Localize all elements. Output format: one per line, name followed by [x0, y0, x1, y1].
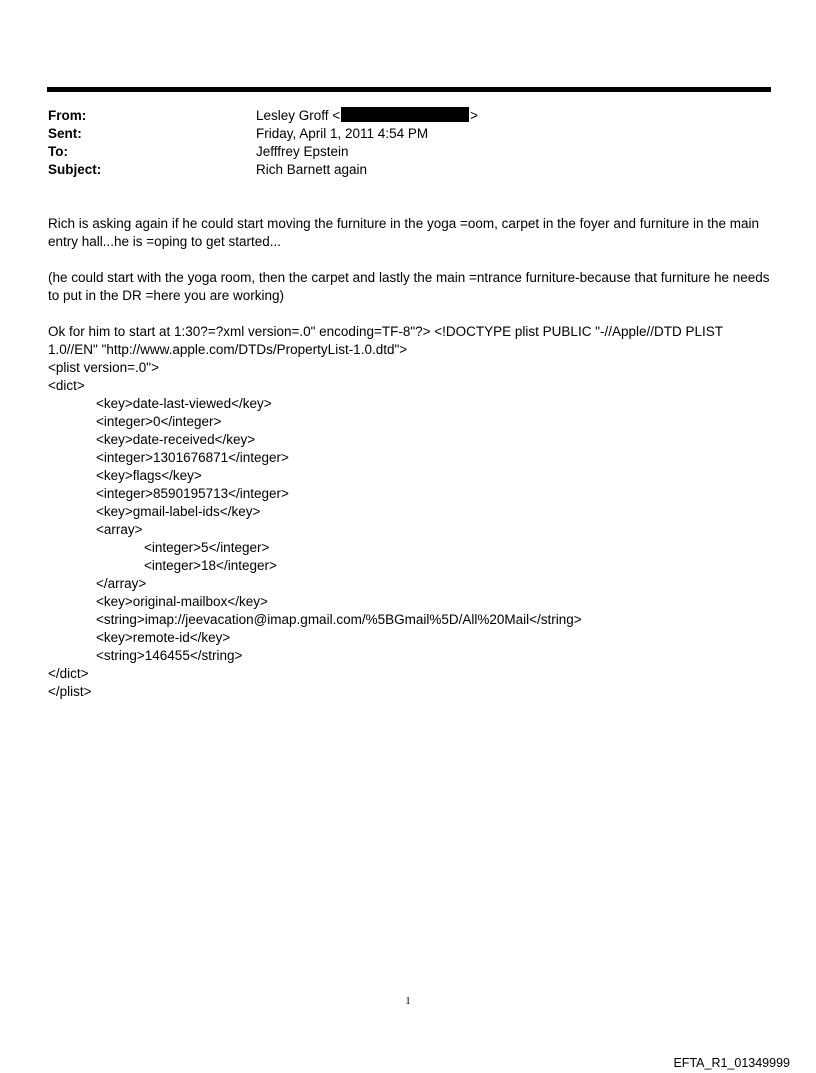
from-email-close: > — [470, 108, 479, 123]
redaction-bar — [341, 107, 469, 122]
body-paragraph-2: (he could start with the yoga room, then the carpet and lastly the main =ntrance furniture-because that furniture he needs to put in the DR =here you are working) — [48, 270, 770, 303]
document-id: EFTA_R1_01349999 — [673, 1056, 790, 1070]
subject-label: Subject: — [48, 162, 102, 177]
plist-line: </dict> — [48, 666, 89, 681]
plist-line: <integer>5</integer> — [144, 540, 270, 555]
email-header — [48, 107, 768, 179]
plist-line: <key>remote-id</key> — [96, 630, 231, 645]
plist-line: <integer>0</integer> — [96, 414, 222, 429]
plist-line: <dict> — [48, 378, 85, 393]
plist-line: <plist version=.0"> — [48, 360, 159, 375]
plist-line: <string>146455</string> — [96, 648, 243, 663]
plist-line: <integer>8590195713</integer> — [96, 486, 289, 501]
top-rule — [47, 87, 771, 92]
plist-line: <string>imap://jeevacation@imap.gmail.com/%5BGmail%5D/All%20Mail</string> — [96, 612, 582, 627]
page-number: 1 — [405, 995, 411, 1007]
from-row — [48, 107, 768, 125]
plist-line: </plist> — [48, 684, 92, 699]
plist-line: <key>flags</key> — [96, 468, 202, 483]
to-value: Jefffrey Epstein — [256, 144, 349, 159]
plist-line: <integer>1301676871</integer> — [96, 450, 289, 465]
email-body — [48, 215, 772, 701]
from-name: Lesley Groff < — [256, 108, 341, 123]
from-label: From: — [48, 108, 87, 123]
body-paragraph-3: Ok for him to start at 1:30?=?xml version=.0" encoding=TF-8"?> <!DOCTYPE plist PUBLIC "-//Apple//DTD PLIST 1.0//EN" "http://www.apple.com/DTDs/PropertyList-1.0.dtd"> — [48, 324, 723, 357]
to-row — [48, 143, 768, 161]
to-label: To: — [48, 144, 68, 159]
sent-row — [48, 125, 768, 143]
plist-line: <array> — [96, 522, 143, 537]
plist-line: <integer>18</integer> — [144, 558, 277, 573]
sent-label: Sent: — [48, 126, 82, 141]
plist-line: <key>original-mailbox</key> — [96, 594, 268, 609]
plist-line: <key>gmail-label-ids</key> — [96, 504, 261, 519]
subject-value: Rich Barnett again — [256, 162, 368, 177]
plist-line: </array> — [96, 576, 147, 591]
body-paragraph-1: Rich is asking again if he could start moving the furniture in the yoga =oom, carpet in the foyer and furniture in the main entry hall...he is =oping to get started... — [48, 216, 760, 249]
sent-value: Friday, April 1, 2011 4:54 PM — [256, 126, 429, 141]
subject-row — [48, 161, 768, 179]
from-value — [256, 107, 478, 125]
plist-block — [48, 359, 772, 701]
plist-line: <key>date-received</key> — [96, 432, 256, 447]
plist-line: <key>date-last-viewed</key> — [96, 396, 272, 411]
